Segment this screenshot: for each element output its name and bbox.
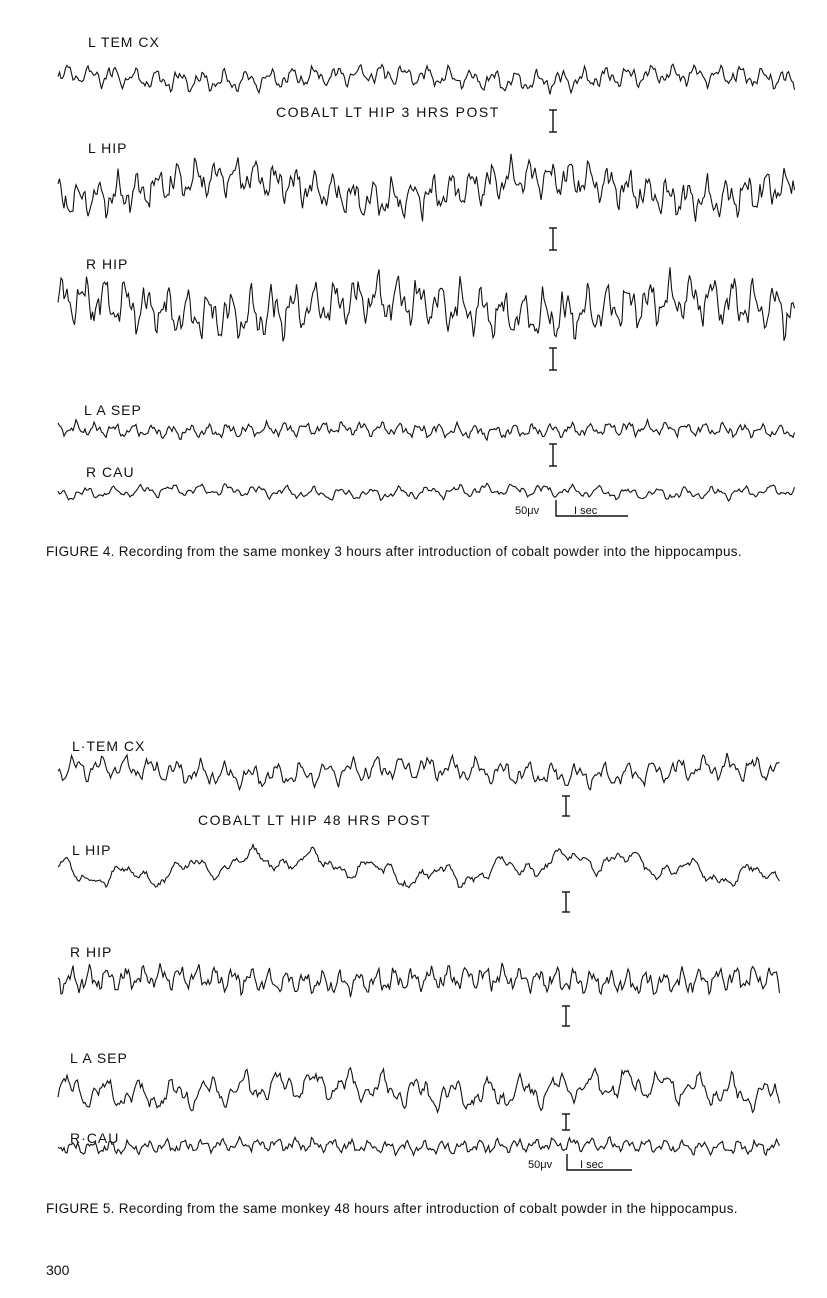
eeg-trace — [58, 1068, 780, 1113]
calibration-marks — [562, 796, 570, 1130]
eeg-traces-figure-5 — [0, 730, 827, 1175]
figure-4 — [0, 0, 827, 540]
trace-label-l-a-sep: L A SEP — [70, 1050, 128, 1066]
trace-label-r-hip: R HIP — [86, 256, 129, 272]
figure-5 — [0, 730, 827, 1175]
trace-label-l-hip: L HIP — [88, 140, 128, 156]
trace-label-r-cau: R CAU — [86, 464, 135, 480]
trace-label-l-tem-cx: L·TEM CX — [72, 738, 146, 754]
eeg-trace — [58, 753, 780, 790]
eeg-trace — [58, 420, 795, 441]
eeg-traces-figure-4 — [0, 0, 827, 540]
eeg-trace — [58, 154, 795, 222]
scale-amplitude: 50μv — [515, 505, 540, 517]
condition-label: COBALT LT HIP 3 HRS POST — [276, 104, 500, 120]
scale-amplitude: 50μv — [528, 1159, 553, 1171]
scale-time: I sec — [580, 1159, 604, 1171]
scale-time: I sec — [574, 505, 598, 517]
eeg-trace — [58, 483, 795, 501]
eeg-trace — [58, 845, 780, 888]
eeg-trace — [58, 1137, 780, 1155]
page-number: 300 — [46, 1262, 70, 1278]
figure-4-caption: FIGURE 4. Recording from the same monkey 3 hours after introduction of cobalt powder into the hippocampus. — [46, 544, 742, 559]
condition-label: COBALT LT HIP 48 HRS POST — [198, 812, 432, 828]
trace-label-r-cau: R·CAU — [70, 1130, 120, 1146]
eeg-trace — [58, 963, 780, 997]
eeg-trace — [58, 64, 795, 94]
eeg-trace — [58, 267, 795, 341]
trace-label-l-hip: L HIP — [72, 842, 112, 858]
trace-label-r-hip: R HIP — [70, 944, 113, 960]
calibration-marks — [549, 110, 557, 466]
figure-5-caption: FIGURE 5. Recording from the same monkey 48 hours after introduction of cobalt powder in the hippocampus. — [46, 1201, 738, 1216]
trace-label-l-a-sep: L A SEP — [84, 402, 142, 418]
trace-label-l-tem-cx: L TEM CX — [88, 34, 160, 50]
